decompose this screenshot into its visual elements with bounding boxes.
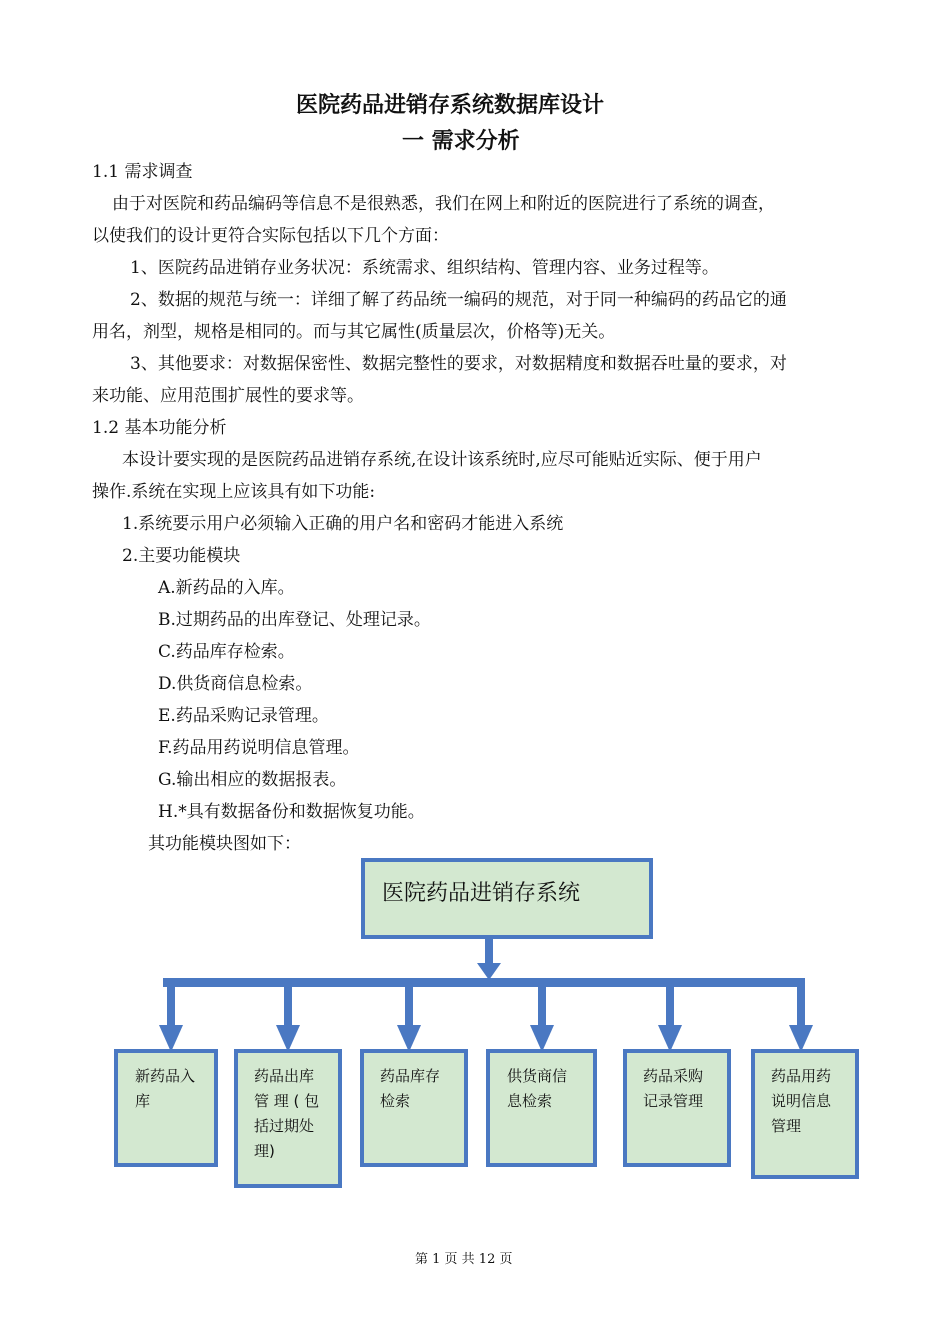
branch-arrowhead-3 bbox=[397, 1025, 421, 1052]
module-item: A.新药品的入库。 bbox=[158, 578, 295, 598]
branch-arrowhead-2 bbox=[276, 1025, 300, 1052]
child-box-label: 药品出库管 理 ( 包括过期处理) bbox=[254, 1067, 320, 1160]
child-box-label: 新药品入库 bbox=[135, 1067, 196, 1110]
module-item: E.药品采购记录管理。 bbox=[158, 706, 329, 726]
paragraph-1-line-2: 以使我们的设计更符合实际包括以下几个方面： bbox=[92, 226, 449, 246]
module-item: C.药品库存检索。 bbox=[158, 642, 295, 662]
module-item: G.输出相应的数据报表。 bbox=[158, 770, 347, 790]
list-item-3-line-2: 来功能、应用范围扩展性的要求等。 bbox=[92, 386, 364, 406]
branch-arrow-3 bbox=[405, 987, 413, 1027]
module-item: B.过期药品的出库登记、处理记录。 bbox=[158, 610, 431, 630]
paragraph-1-line-1: 由于对医院和药品编码等信息不是很熟悉，我们在网上和附近的医院进行了系统的调查， bbox=[112, 194, 775, 214]
branch-arrow-1 bbox=[167, 987, 175, 1027]
list-item-2-line-1: 2、数据的规范与统一：详细了解了药品统一编码的规范，对于同一种编码的药品它的通 bbox=[130, 290, 787, 310]
root-arrowhead bbox=[477, 963, 501, 980]
branch-arrowhead-1 bbox=[159, 1025, 183, 1052]
module-item: D.供货商信息检索。 bbox=[158, 674, 313, 694]
paragraph-2-line-2: 操作.系统在实现上应该具有如下功能: bbox=[92, 482, 376, 502]
paragraph-2-line-1: 本设计要实现的是医院药品进销存系统,在设计该系统时,应尽可能贴近实际、便于用户 bbox=[122, 450, 762, 470]
branch-arrow-4 bbox=[538, 987, 546, 1027]
child-box-label: 药品用药说明信息管理 bbox=[771, 1067, 832, 1135]
branch-arrowhead-6 bbox=[789, 1025, 813, 1052]
section-heading: 一 需求分析 bbox=[402, 129, 520, 154]
subheading-1-2: 1.2 基本功能分析 bbox=[92, 418, 227, 438]
module-item: H.*具有数据备份和数据恢复功能。 bbox=[158, 802, 425, 822]
branch-arrow-2 bbox=[284, 987, 292, 1027]
branch-arrow-6 bbox=[797, 987, 805, 1027]
child-box-label: 药品库存检索 bbox=[380, 1067, 441, 1110]
requirement-2: 2.主要功能模块 bbox=[122, 546, 241, 566]
child-box-label: 供货商信息检索 bbox=[507, 1067, 568, 1110]
diagram-intro: 其功能模块图如下： bbox=[148, 834, 301, 854]
list-item-2-line-2: 用名，剂型，规格是相同的。而与其它属性(质量层次，价格等)无关。 bbox=[92, 322, 616, 342]
list-item-1: 1、医院药品进销存业务状况：系统需求、组织结构、管理内容、业务过程等。 bbox=[130, 258, 719, 278]
root-connector bbox=[485, 937, 493, 967]
horizontal-connector bbox=[163, 978, 805, 987]
child-box-label: 药品采购记录管理 bbox=[643, 1067, 704, 1110]
list-item-3-line-1: 3、其他要求：对数据保密性、数据完整性的要求，对数据精度和数据吞吐量的要求，对 bbox=[130, 354, 787, 374]
document-title: 医院药品进销存系统数据库设计 bbox=[296, 93, 605, 118]
branch-arrowhead-5 bbox=[658, 1025, 682, 1052]
subheading-1-1: 1.1 需求调查 bbox=[92, 162, 193, 182]
requirement-1: 1.系统要示用户必须输入正确的用户名和密码才能进入系统 bbox=[122, 514, 564, 534]
module-item: F.药品用药说明信息管理。 bbox=[158, 738, 360, 758]
root-box-label: 医院药品进销存系统 bbox=[382, 881, 581, 906]
branch-arrowhead-4 bbox=[530, 1025, 554, 1052]
branch-arrow-5 bbox=[666, 987, 674, 1027]
page-footer: 第 1 页 共 12 页 bbox=[415, 1252, 513, 1267]
